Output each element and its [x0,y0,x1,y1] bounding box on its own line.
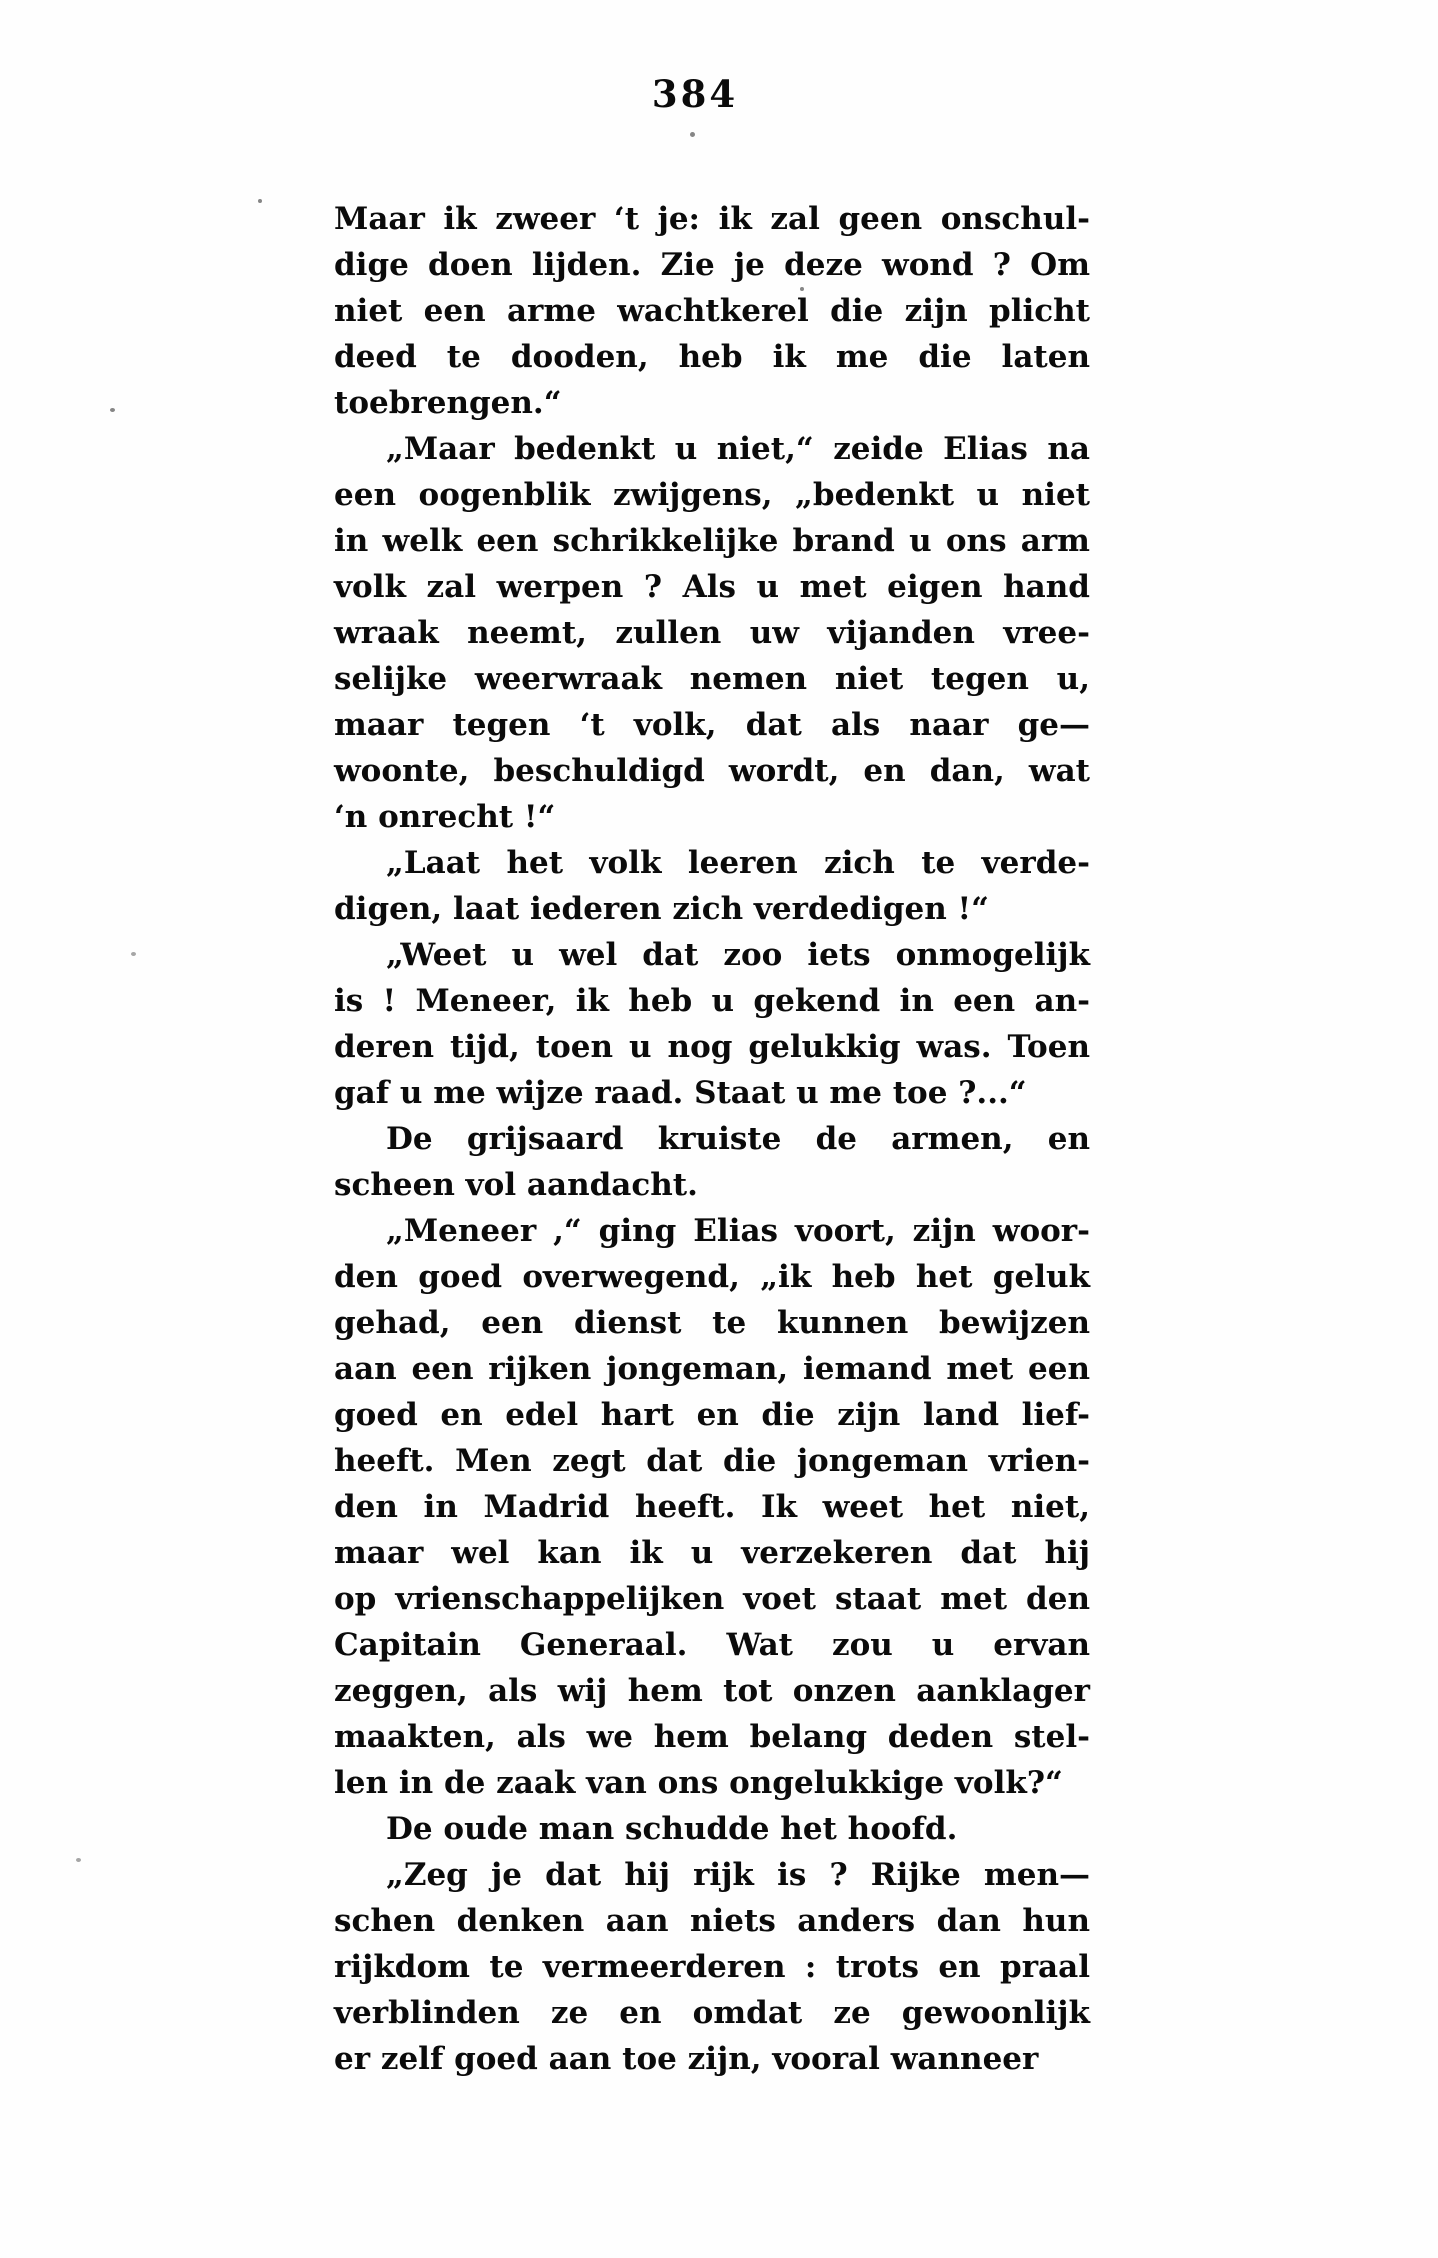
text-line: aan een rijken jongeman, iemand met een [334,1351,1090,1387]
text-line: maar tegen ‘t volk, dat als naar ge— [334,707,1090,743]
text-line: maar wel kan ik u verzekeren dat hij [334,1535,1090,1571]
text-line: Capitain Generaal. Wat zou u ervan [334,1627,1090,1663]
text-line: selijke weerwraak nemen niet tegen u, [334,661,1090,697]
text-line: rijkdom te vermeerderen : trots en praal [334,1949,1090,1985]
text-line: zeggen, als wij hem tot onzen aanklager [334,1673,1090,1709]
text-line: volk zal werpen ? Als u met eigen hand [334,569,1090,605]
text-line: Maar ik zweer ‘t je: ik zal geen onschul- [334,201,1090,237]
text-line: den goed overwegend, „ik heb het geluk [334,1259,1090,1295]
scan-speck [258,199,262,203]
page-number: 384 [651,72,739,116]
text-line: heeft. Men zegt dat die jongeman vrien- [334,1443,1090,1479]
scan-speck [800,287,804,291]
text-line: woonte, beschuldigd wordt, en dan, wat [334,753,1090,789]
paragraph [334,426,1090,840]
paragraph [334,1116,1090,1208]
paragraph [334,1852,1090,2082]
paragraph [334,932,1090,1116]
text-line: „Meneer ,“ ging Elias voort, zijn woor- [386,1213,1090,1249]
text-line: De oude man schudde het hoofd. [386,1811,958,1847]
text-line: De grijsaard kruiste de armen, en [386,1121,1090,1157]
text-line: „Maar bedenkt u niet,“ zeide Elias na [386,431,1090,467]
text-line: „Weet u wel dat zoo iets onmogelijk [386,937,1090,973]
paragraph [334,196,1090,426]
text-line: een oogenblik zwijgens, „bedenkt u niet [334,477,1090,513]
text-line: „Laat het volk leeren zich te verde- [386,845,1090,881]
text-line: den in Madrid heeft. Ik weet het niet, [334,1489,1090,1525]
text-line: scheen vol aandacht. [334,1167,698,1203]
text-line: dige doen lijden. Zie je deze wond ? Om [334,247,1090,283]
text-line: goed en edel hart en die zijn land lief- [334,1397,1090,1433]
text-line: er zelf goed aan toe zijn, vooral wanneer [334,2041,1039,2077]
text-line: deed te dooden, heb ik me die laten [334,339,1090,375]
text-line: is ! Meneer, ik heb u gekend in een an- [334,983,1090,1019]
text-line: len in de zaak van ons ongelukkige volk?“ [334,1765,1063,1801]
paragraph [334,1208,1090,1806]
paragraph [334,1806,1090,1852]
text-line: op vrienschappelijken voet staat met den [334,1581,1090,1617]
text-line: digen, laat iederen zich verdedigen !“ [334,891,989,927]
text-line: schen denken aan niets anders dan hun [334,1903,1090,1939]
text-line: gaf u me wijze raad. Staat u me toe ?...“ [334,1075,1027,1111]
text-line: niet een arme wachtkerel die zijn plicht [334,293,1090,329]
text-line: ‘n onrecht !“ [334,799,556,835]
paragraph [334,840,1090,932]
scan-speck [76,1858,81,1862]
text-line: toebrengen.“ [334,385,562,421]
text-line: deren tijd, toen u nog gelukkig was. Toen [334,1029,1090,1065]
text-line: in welk een schrikkelijke brand u ons arm [334,523,1090,559]
text-line: „Zeg je dat hij rijk is ? Rijke men— [386,1857,1090,1893]
text-line: verblinden ze en omdat ze gewoonlijk [334,1995,1090,2031]
text-line: gehad, een dienst te kunnen bewijzen [334,1305,1090,1341]
text-line: wraak neemt, zullen uw vijanden vree- [334,615,1090,651]
scan-speck [110,408,115,412]
text-line: maakten, als we hem belang deden stel- [334,1719,1090,1755]
scan-speck [690,132,695,137]
scan-speck [131,952,136,956]
text-column [334,196,1090,2082]
